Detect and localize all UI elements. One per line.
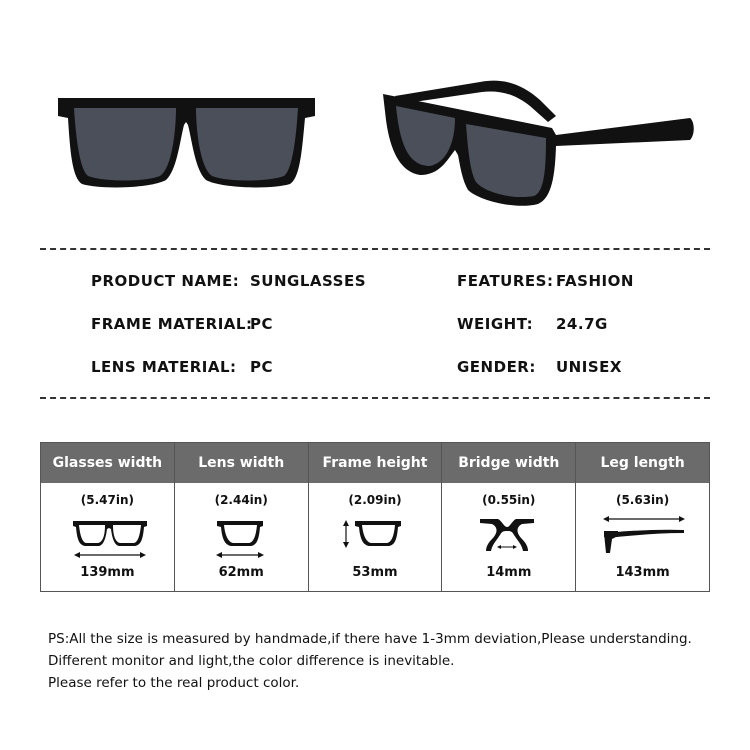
inch-value: (0.55in) xyxy=(482,493,536,507)
weight-label: WEIGHT: xyxy=(457,315,534,333)
notes xyxy=(48,628,728,694)
features-value: FASHION xyxy=(556,272,634,290)
column-header: Lens width xyxy=(175,443,308,483)
bridge-width-icon xyxy=(442,513,572,559)
divider-bottom xyxy=(40,397,710,399)
mm-value: 139mm xyxy=(80,565,135,580)
sunglasses-photos-icon xyxy=(0,0,750,240)
note-line: Please refer to the real product color. xyxy=(48,675,300,691)
frame-material-label: FRAME MATERIAL: xyxy=(91,315,253,333)
glasses-width-icon xyxy=(41,513,179,559)
lens-material-value: PC xyxy=(250,358,274,376)
weight-value: 24.7G xyxy=(556,315,608,333)
size-column-glasses-width xyxy=(41,443,175,591)
gender-label: GENDER: xyxy=(457,358,536,376)
column-header: Leg length xyxy=(576,443,709,483)
inch-value: (2.44in) xyxy=(214,493,268,507)
inch-value: (5.47in) xyxy=(80,493,135,507)
leg-length-icon xyxy=(576,513,714,559)
gender-value: UNISEX xyxy=(556,358,622,376)
column-header: Frame height xyxy=(309,443,442,483)
size-column-bridge-width xyxy=(442,443,576,591)
frame-material-value: PC xyxy=(250,315,274,333)
lens-width-icon xyxy=(175,513,305,559)
size-column-leg-length xyxy=(576,443,709,591)
size-column-frame-height xyxy=(309,443,443,591)
lens-material-label: LENS MATERIAL: xyxy=(91,358,237,376)
sunglasses-angled-view xyxy=(383,81,694,206)
product-name-label: PRODUCT NAME: xyxy=(91,272,240,290)
inch-value: (2.09in) xyxy=(348,493,402,507)
note-line: Different monitor and light,the color difference is inevitable. xyxy=(48,653,455,669)
inch-value: (5.63in) xyxy=(615,493,670,507)
mm-value: 53mm xyxy=(352,565,398,580)
column-header: Glasses width xyxy=(41,443,174,483)
product-photos xyxy=(0,0,750,240)
mm-value: 62mm xyxy=(218,565,264,580)
sunglasses-front-view xyxy=(58,98,315,187)
column-header: Bridge width xyxy=(442,443,575,483)
note-line: PS:All the size is measured by handmade,if there have 1-3mm deviation,Please understanding. xyxy=(48,631,692,647)
mm-value: 143mm xyxy=(615,565,670,580)
size-column-lens-width xyxy=(175,443,309,591)
frame-height-icon xyxy=(309,513,439,559)
divider-top xyxy=(40,248,710,250)
mm-value: 14mm xyxy=(486,565,532,580)
features-label: FEATURES: xyxy=(457,272,554,290)
product-name-value: SUNGLASSES xyxy=(250,272,366,290)
size-table xyxy=(40,442,710,592)
